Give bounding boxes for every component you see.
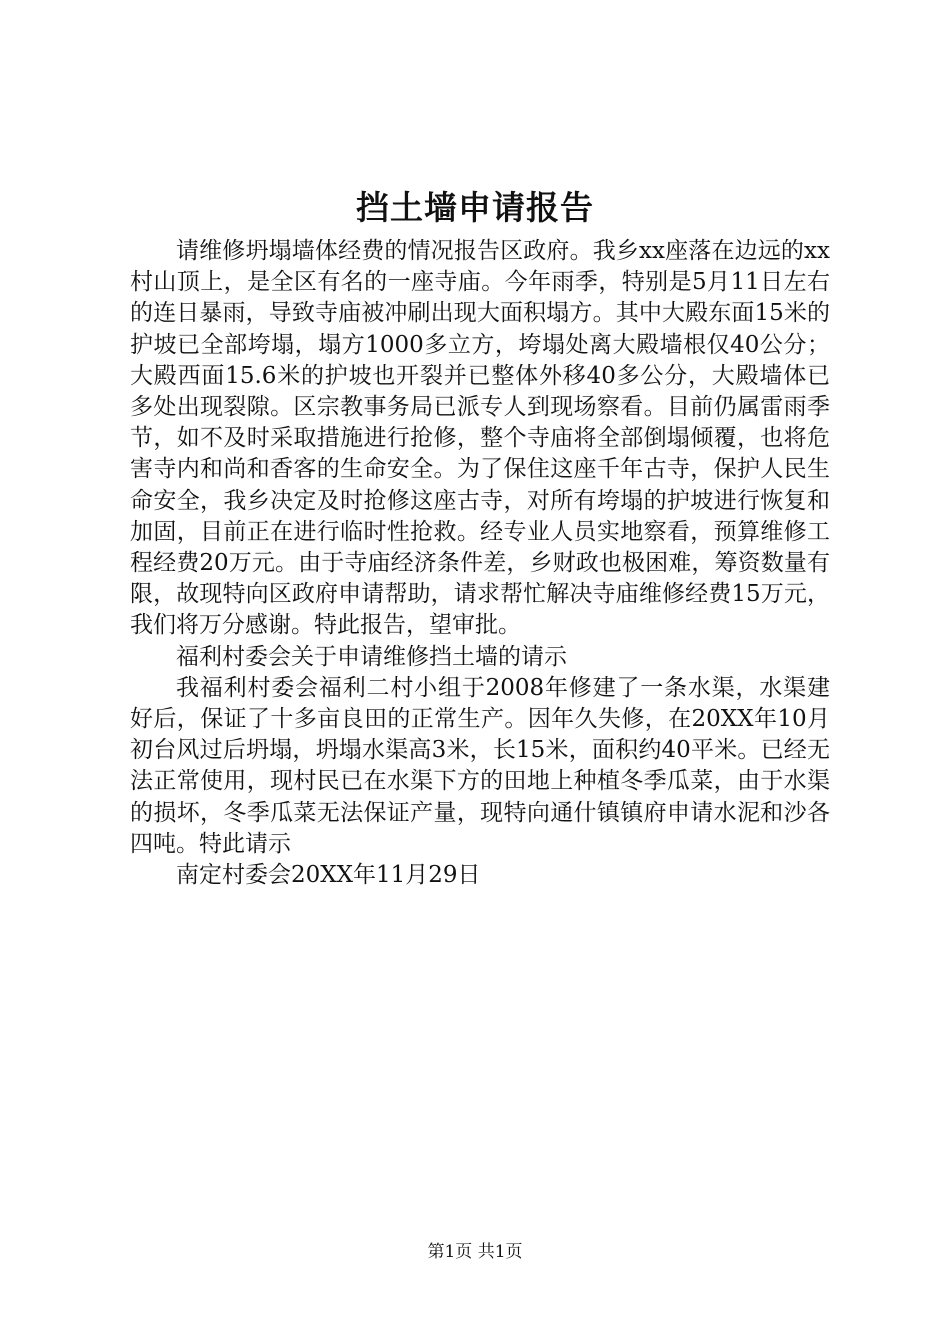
paragraph-request-body: 我福利村委会福利二村小组于2008年修建了一条水渠，水渠建好后，保证了十多亩良田的正常生产。因年久失修，在20XX年10月初台风过后坍塌，坍塌水渠高3米，长15米，面积约40平米。已经无法正常使用，现村民已在水渠下方的田地上种植冬季瓜菜，由于水渠的损坏，冬季瓜菜无法保证产量，现特向通什镇镇府申请水泥和沙各四吨。特此请示 [130, 674, 830, 857]
paragraph-request-heading: 福利村委会关于申请维修挡土墙的请示 [176, 643, 567, 670]
document-body [130, 236, 830, 891]
paragraph-signature-date: 南定村委会20XX年11月29日 [176, 862, 481, 889]
document-title: 挡土墙申请报告 [356, 188, 594, 227]
paragraph-report-body: 请维修坍塌墙体经费的情况报告区政府。我乡xx座落在边远的xx村山顶上，是全区有名的一座寺庙。今年雨季，特别是5月11日左右的连日暴雨，导致寺庙被冲刷出现大面积塌方。其中大殿东面15米的护坡已全部垮塌，塌方1000多立方，垮塌处离大殿墙根仅40公分；大殿西面15.6米的护坡也开裂并已整体外移40多公分，大殿墙体已多处出现裂隙。区宗教事务局已派专人到现场察看。目前仍属雷雨季节，如不及时采取措施进行抢修，整个寺庙将全部倒塌倾覆，也将危害寺内和尚和香客的生命安全。为了保住这座千年古寺，保护人民生命安全，我乡决定及时抢修这座古寺，对所有垮塌的护坡进行恢复和加固，目前正在进行临时性抢救。经专业人员实地察看，预算维修工程经费20万元。由于寺庙经济条件差，乡财政也极困难，筹资数量有限，故现特向区政府申请帮助，请求帮忙解决寺庙维修经费15万元，我们将万分感谢。特此报告，望审批。 [130, 238, 830, 639]
page-number-footer: 第1页 共1页 [427, 1242, 523, 1262]
